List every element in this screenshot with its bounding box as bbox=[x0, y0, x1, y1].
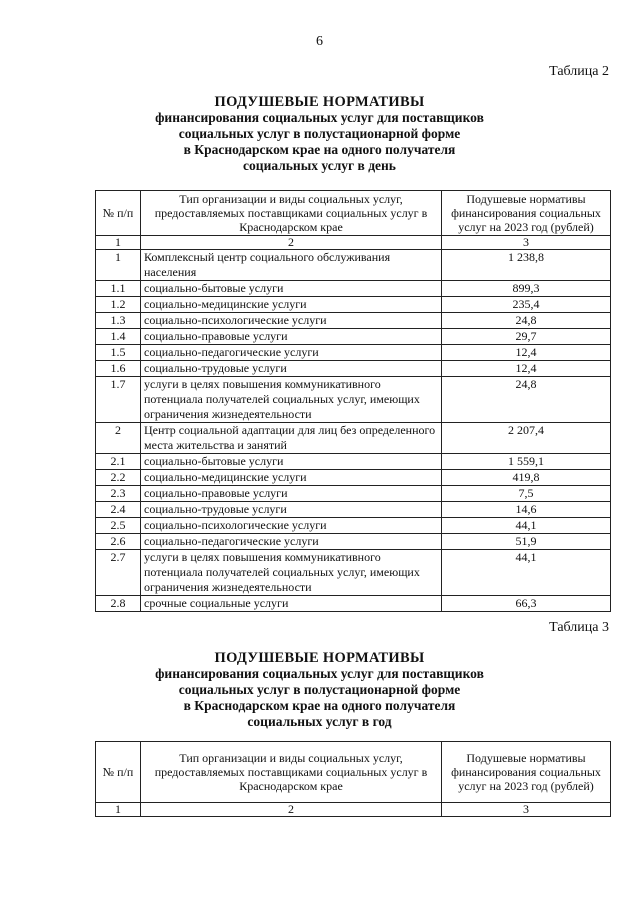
row-value: 66,3 bbox=[442, 596, 611, 612]
index-cell: 1 bbox=[96, 803, 141, 817]
row-number: 2.6 bbox=[96, 534, 141, 550]
row-value: 14,6 bbox=[442, 502, 611, 518]
table-row bbox=[96, 313, 611, 329]
page-number: 6 bbox=[316, 34, 323, 49]
row-number: 1.1 bbox=[96, 281, 141, 297]
table3-index-row bbox=[96, 803, 611, 817]
row-value: 419,8 bbox=[442, 470, 611, 486]
table-row bbox=[96, 281, 611, 297]
row-number: 1.6 bbox=[96, 361, 141, 377]
table2-heading-line: социальных услуг в день bbox=[243, 158, 396, 173]
row-value: 12,4 bbox=[442, 345, 611, 361]
table-row bbox=[96, 470, 611, 486]
row-name: социально-медицинские услуги bbox=[141, 470, 442, 486]
row-name: Комплексный центр социального обслуживания населения bbox=[141, 250, 442, 281]
row-name: услуги в целях повышения коммуникативного потенциала получателей социальных услуг, имеющих ограничения жизнедеятельности bbox=[141, 550, 442, 596]
table3-heading-line: социальных услуг в год bbox=[247, 714, 392, 729]
table2-title: ПОДУШЕВЫЕ НОРМАТИВЫ bbox=[214, 94, 425, 110]
row-value: 235,4 bbox=[442, 297, 611, 313]
row-number: 1 bbox=[96, 250, 141, 281]
table3-heading-line: социальных услуг в полустационарной форме bbox=[178, 682, 461, 697]
table3-label: Таблица 3 bbox=[549, 620, 609, 635]
row-value: 899,3 bbox=[442, 281, 611, 297]
table-row bbox=[96, 329, 611, 345]
header-col-number: № п/п bbox=[96, 191, 141, 236]
table3-title: ПОДУШЕВЫЕ НОРМАТИВЫ bbox=[214, 650, 425, 666]
table2-header-row bbox=[96, 191, 611, 236]
table-row bbox=[96, 486, 611, 502]
row-name: социально-бытовые услуги bbox=[141, 454, 442, 470]
row-name: услуги в целях повышения коммуникативного потенциала получателей социальных услуг, имеющих ограничения жизнедеятельности bbox=[141, 377, 442, 423]
table3 bbox=[95, 741, 611, 817]
table2-heading bbox=[0, 94, 639, 174]
row-number: 2.3 bbox=[96, 486, 141, 502]
row-name: социально-трудовые услуги bbox=[141, 502, 442, 518]
row-number: 2.4 bbox=[96, 502, 141, 518]
table2-heading-line: финансирования социальных услуг для поставщиков bbox=[155, 110, 484, 125]
table-row bbox=[96, 454, 611, 470]
row-value: 1 559,1 bbox=[442, 454, 611, 470]
index-cell: 1 bbox=[96, 236, 141, 250]
table-row bbox=[96, 502, 611, 518]
row-name: социально-правовые услуги bbox=[141, 329, 442, 345]
row-number: 2.1 bbox=[96, 454, 141, 470]
row-value: 24,8 bbox=[442, 313, 611, 329]
row-value: 7,5 bbox=[442, 486, 611, 502]
row-value: 12,4 bbox=[442, 361, 611, 377]
row-name: Центр социальной адаптации для лиц без определенного места жительства и занятий bbox=[141, 423, 442, 454]
table-row bbox=[96, 534, 611, 550]
table3-heading-line: в Краснодарском крае на одного получателя bbox=[183, 698, 456, 713]
row-value: 1 238,8 bbox=[442, 250, 611, 281]
table-row bbox=[96, 297, 611, 313]
row-name: социально-психологические услуги bbox=[141, 313, 442, 329]
row-number: 2.5 bbox=[96, 518, 141, 534]
row-number: 1.5 bbox=[96, 345, 141, 361]
row-number: 1.2 bbox=[96, 297, 141, 313]
row-name: социально-психологические услуги bbox=[141, 518, 442, 534]
row-number: 2.7 bbox=[96, 550, 141, 596]
row-number: 2.2 bbox=[96, 470, 141, 486]
row-number: 2 bbox=[96, 423, 141, 454]
row-number: 1.7 bbox=[96, 377, 141, 423]
table-row bbox=[96, 377, 611, 423]
table2-label: Таблица 2 bbox=[549, 64, 609, 79]
row-name: социально-бытовые услуги bbox=[141, 281, 442, 297]
row-name: социально-медицинские услуги bbox=[141, 297, 442, 313]
table3-header-row bbox=[96, 742, 611, 803]
table-row bbox=[96, 596, 611, 612]
header-col-type: Тип организации и виды социальных услуг, предоставляемых поставщиками социальных услуг в Краснодарском крае bbox=[141, 742, 442, 803]
row-number: 2.8 bbox=[96, 596, 141, 612]
table-row bbox=[96, 361, 611, 377]
index-cell: 3 bbox=[442, 803, 611, 817]
table3-heading bbox=[0, 650, 639, 730]
table-row bbox=[96, 423, 611, 454]
header-col-number: № п/п bbox=[96, 742, 141, 803]
row-name: социально-правовые услуги bbox=[141, 486, 442, 502]
header-col-norm: Подушевые нормативы финансирования социальных услуг на 2023 год (рублей) bbox=[442, 742, 611, 803]
table-row bbox=[96, 345, 611, 361]
index-cell: 3 bbox=[442, 236, 611, 250]
table2-heading-line: социальных услуг в полустационарной форме bbox=[178, 126, 461, 141]
row-number: 1.3 bbox=[96, 313, 141, 329]
row-name: социально-педагогические услуги bbox=[141, 534, 442, 550]
index-cell: 2 bbox=[141, 803, 442, 817]
row-name: срочные социальные услуги bbox=[141, 596, 442, 612]
table2-index-row bbox=[96, 236, 611, 250]
row-name: социально-трудовые услуги bbox=[141, 361, 442, 377]
row-value: 2 207,4 bbox=[442, 423, 611, 454]
index-cell: 2 bbox=[141, 236, 442, 250]
row-name: социально-педагогические услуги bbox=[141, 345, 442, 361]
row-value: 51,9 bbox=[442, 534, 611, 550]
table2-heading-line: в Краснодарском крае на одного получателя bbox=[183, 142, 456, 157]
row-value: 24,8 bbox=[442, 377, 611, 423]
header-col-type: Тип организации и виды социальных услуг, предоставляемых поставщиками социальных услуг в Краснодарском крае bbox=[141, 191, 442, 236]
row-number: 1.4 bbox=[96, 329, 141, 345]
table2 bbox=[95, 190, 611, 612]
header-col-norm: Подушевые нормативы финансирования социальных услуг на 2023 год (рублей) bbox=[442, 191, 611, 236]
table3-heading-line: финансирования социальных услуг для поставщиков bbox=[155, 666, 484, 681]
row-value: 29,7 bbox=[442, 329, 611, 345]
table-row bbox=[96, 250, 611, 281]
row-value: 44,1 bbox=[442, 518, 611, 534]
row-value: 44,1 bbox=[442, 550, 611, 596]
table-row bbox=[96, 550, 611, 596]
table-row bbox=[96, 518, 611, 534]
